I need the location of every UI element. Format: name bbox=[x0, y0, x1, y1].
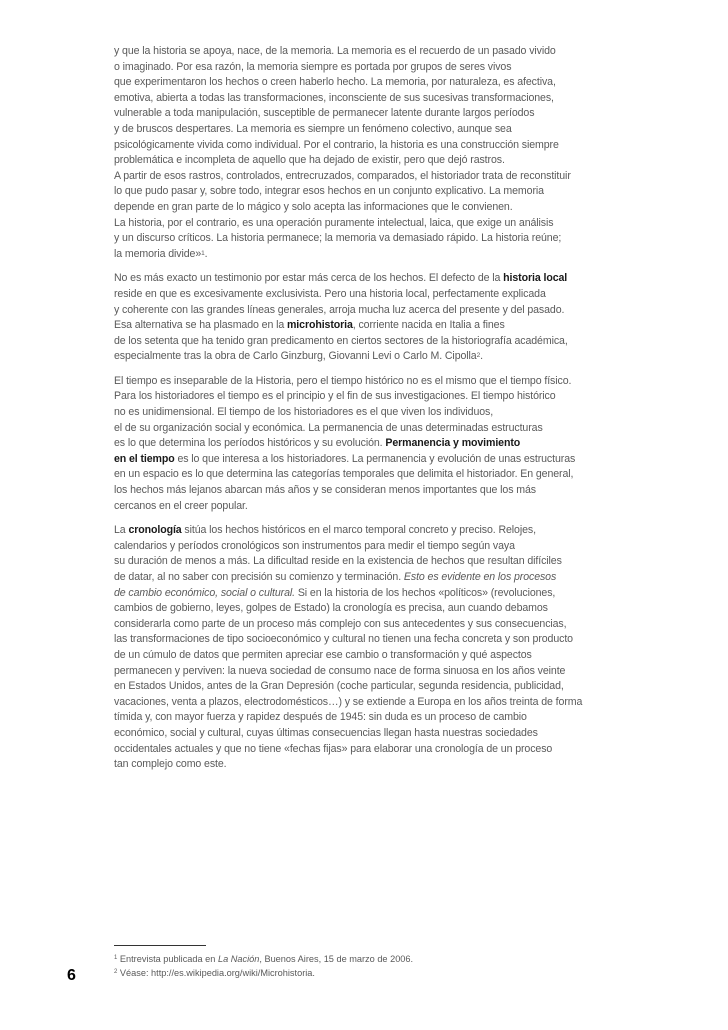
text-run: . bbox=[204, 247, 208, 260]
body-text bbox=[114, 44, 626, 782]
text-run: y coherente con las grandes líneas generales, arroja mucha luz acerca del presente y del pasado. bbox=[114, 303, 565, 316]
text-run: problemática e incompleta de aquello que ha dejado de existir, pero que dejó rastros. bbox=[114, 154, 505, 167]
bold-term: microhistoria bbox=[286, 319, 353, 332]
text-line bbox=[114, 617, 626, 633]
paragraph-2 bbox=[114, 271, 626, 365]
text-line bbox=[114, 742, 626, 758]
text-line bbox=[114, 349, 626, 365]
text-run: vulnerable a toda manipulación, susceptible de permanecer latente durante largos períodos bbox=[114, 107, 535, 120]
text-run: de datar, al no saber con precisión su comienzo y terminación. bbox=[114, 571, 404, 583]
text-line bbox=[114, 648, 626, 664]
text-run: No es más exacto un testimonio por estar más cerca de los hechos. El defecto de la bbox=[114, 272, 504, 285]
italic-text: de cambio económico, social o cultural. bbox=[114, 586, 295, 599]
text-line bbox=[114, 523, 626, 539]
text-run: la memoria divide» bbox=[114, 247, 202, 260]
text-run: reside en que es excesivamente exclusivista. Pero una historia local, perfectamente explicada bbox=[114, 287, 546, 300]
text-line bbox=[114, 169, 626, 185]
text-line bbox=[114, 554, 626, 570]
text-run: cambios de gobierno, leyes, golpes de Estado) la cronología es precisa, aun cuando debamos bbox=[114, 602, 548, 615]
text-run: permanecen y perviven: la nueva sociedad de consumo nace de forma sinuosa en los años veinte bbox=[114, 664, 566, 677]
text-line bbox=[114, 75, 626, 91]
footnote-number: 1 bbox=[114, 955, 118, 961]
text-line bbox=[114, 499, 626, 515]
footnote-2 bbox=[114, 966, 594, 980]
footnote-text: Entrevista publicada en bbox=[117, 954, 218, 964]
text-run: no es unidimensional. El tiempo de los historiadores es el que viven los individuos, bbox=[114, 406, 494, 419]
text-run: tímida y, con mayor fuerza y rapidez después de 1945: sin duda es un proceso de cambio bbox=[114, 711, 527, 724]
text-line bbox=[114, 601, 626, 617]
text-run: es lo que interesa a los historiadores. La permanencia y evolución de unas estructuras bbox=[174, 452, 576, 465]
bold-term: historia local bbox=[503, 272, 568, 285]
text-run: cercanos en el creer popular. bbox=[114, 499, 248, 512]
text-line bbox=[114, 726, 626, 742]
text-run: considerarla como parte de un proceso más complejo con sus antecedentes y sus consecuencias, bbox=[114, 617, 567, 630]
text-run: de un cúmulo de datos que permiten apreciar ese cambio o transformación y qué aspectos bbox=[114, 648, 532, 661]
text-line bbox=[114, 757, 626, 773]
text-run: especialmente tras la obra de Carlo Ginzburg, Giovanni Levi o Carlo M. Cipolla bbox=[114, 350, 477, 363]
text-run: su duración de menos a más. La dificultad reside en la existencia de hechos que resultan difíciles bbox=[114, 555, 562, 568]
bold-term: Permanencia y movimiento bbox=[385, 437, 521, 450]
text-run: y de bruscos despertares. La memoria es siempre un fenómeno colectivo, aunque sea bbox=[114, 122, 512, 135]
text-line bbox=[114, 664, 626, 680]
text-line bbox=[114, 60, 626, 76]
text-run: las transformaciones de tipo socioeconómico y cultural no tienen una fecha concreta y son producto bbox=[114, 633, 573, 646]
text-run: emotiva, abierta a todas las transformaciones, inconsciente de sus sucesivas transformaciones, bbox=[114, 91, 554, 104]
text-run: calendarios y períodos cronológicos son instrumentos para medir el tiempo según vaya bbox=[114, 539, 515, 552]
paragraph-1 bbox=[114, 44, 626, 262]
text-line bbox=[114, 231, 626, 247]
page-number: 6 bbox=[67, 967, 76, 984]
text-run: y un discurso críticos. La historia permanece; la memoria va demasiado rápido. La historia reúne; bbox=[114, 232, 562, 245]
text-run: de los setenta que ha tenido gran predicamento en ciertos sectores de la historiografía académica, bbox=[114, 334, 568, 347]
text-line bbox=[114, 539, 626, 555]
text-run: que experimentaron los hechos o creen haberlo hecho. La memoria, por naturaleza, es afectiva, bbox=[114, 76, 556, 89]
text-run: los hechos más lejanos abarcan más años y se consideran menos importantes que los más bbox=[114, 484, 536, 497]
text-line bbox=[114, 483, 626, 499]
bold-term: en el tiempo bbox=[114, 452, 175, 465]
text-line bbox=[114, 467, 626, 483]
text-line bbox=[114, 632, 626, 648]
text-run: La bbox=[114, 524, 129, 537]
text-run: en un espacio es lo que determina las categorías temporales que delimita el historiador. En general, bbox=[114, 468, 574, 481]
paragraph-4 bbox=[114, 523, 626, 773]
text-run: tan complejo como este. bbox=[114, 758, 227, 771]
text-run: o imaginado. Por esa razón, la memoria siempre es portada por grupos de seres vivos bbox=[114, 60, 512, 73]
footnote-text: , Buenos Aires, 15 de marzo de 2006. bbox=[259, 954, 414, 964]
bold-term: cronología bbox=[128, 524, 182, 537]
text-line bbox=[114, 200, 626, 216]
italic-text: La Nación bbox=[217, 954, 260, 964]
text-run: psicológicamente vivida como individual. Por el contrario, la historia es una construcción siempre bbox=[114, 138, 559, 151]
text-line bbox=[114, 318, 626, 334]
text-line bbox=[114, 436, 626, 452]
text-run: vacaciones, venta a plazos, electrodomésticos…) y se extiende a Europa en los años treinta de forma bbox=[114, 695, 583, 708]
footnote-rule bbox=[114, 945, 206, 946]
text-run: A partir de esos rastros, controlados, entrecruzados, comparados, el historiador trata de reconstituir bbox=[114, 169, 571, 182]
text-line bbox=[114, 334, 626, 350]
text-line bbox=[114, 271, 626, 287]
text-line bbox=[114, 303, 626, 319]
footnote-number: 2 bbox=[114, 969, 118, 975]
italic-text: Esto es evidente en los procesos bbox=[403, 571, 557, 583]
text-line bbox=[114, 247, 626, 263]
text-line bbox=[114, 153, 626, 169]
text-run: económico, social y cultural, cuyas últimas consecuencias llegan hasta nuestras sociedades bbox=[114, 726, 538, 739]
text-line bbox=[114, 421, 626, 437]
text-line bbox=[114, 122, 626, 138]
text-run: Para los historiadores el tiempo es el principio y el fin de sus investigaciones. El tiempo histórico bbox=[114, 390, 556, 403]
text-line bbox=[114, 374, 626, 390]
text-run: Esa alternativa se ha plasmado en la bbox=[114, 319, 287, 332]
text-run: y que la historia se apoya, nace, de la memoria. La memoria es el recuerdo de un pasado vivido bbox=[114, 45, 556, 57]
footnote-reference: 2 bbox=[476, 352, 481, 360]
footnotes bbox=[114, 952, 594, 980]
footnote-text: Véase: http://es.wikipedia.org/wiki/Microhistoria. bbox=[117, 968, 315, 978]
text-line bbox=[114, 44, 626, 60]
text-run: Si en la historia de los hechos «políticos» (revoluciones, bbox=[295, 586, 556, 599]
text-line bbox=[114, 570, 626, 586]
text-line bbox=[114, 452, 626, 468]
text-run: es lo que determina los períodos históricos y su evolución. bbox=[114, 437, 386, 450]
text-line bbox=[114, 138, 626, 154]
text-line bbox=[114, 389, 626, 405]
text-run: sitúa los hechos históricos en el marco temporal concreto y preciso. Relojes, bbox=[181, 524, 536, 537]
text-line bbox=[114, 405, 626, 421]
text-line bbox=[114, 586, 626, 602]
text-line bbox=[114, 287, 626, 303]
text-line bbox=[114, 216, 626, 232]
text-run: occidentales actuales y que no tiene «fechas fijas» para elaborar una cronología de un proceso bbox=[114, 742, 553, 755]
text-run: el de su organización social y económica. La permanencia de unas determinadas estructuras bbox=[114, 421, 543, 434]
text-line bbox=[114, 679, 626, 695]
text-run: El tiempo es inseparable de la Historia, pero el tiempo histórico no es el mismo que el tiempo físico. bbox=[114, 374, 572, 387]
text-run: depende en gran parte de lo mágico y solo acepta las informaciones que le convienen. bbox=[114, 200, 513, 213]
text-line bbox=[114, 695, 626, 711]
text-run: lo que pudo pasar y, sobre todo, integrar esos hechos en un conjunto explicativo. La memoria bbox=[114, 185, 544, 198]
paragraph-3 bbox=[114, 374, 626, 514]
text-run: La historia, por el contrario, es una operación puramente intelectual, laica, que exige un análisis bbox=[114, 216, 554, 229]
text-run: en Estados Unidos, antes de la Gran Depresión (coche particular, segunda residencia, publicidad, bbox=[114, 680, 564, 693]
text-run: . bbox=[480, 350, 483, 363]
text-line bbox=[114, 710, 626, 726]
text-run: , corriente nacida en Italia a fines bbox=[352, 319, 505, 332]
footnote-1 bbox=[114, 952, 594, 966]
text-line bbox=[114, 106, 626, 122]
text-line bbox=[114, 91, 626, 107]
footnote-reference: 1 bbox=[201, 249, 205, 257]
text-line bbox=[114, 184, 626, 200]
